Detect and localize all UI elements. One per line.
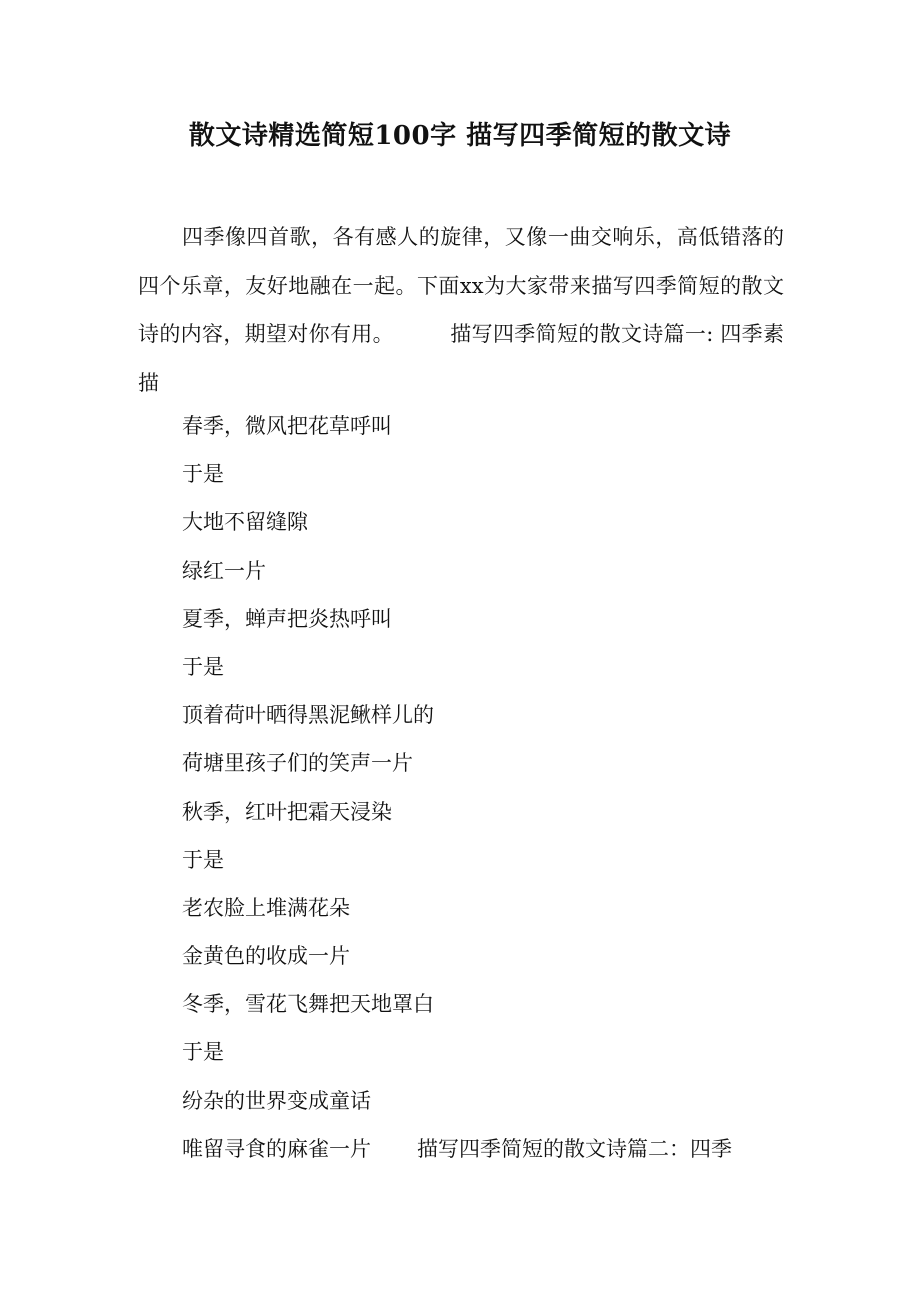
- intro-paragraph: [138, 213, 784, 407]
- poem-line: 冬季，雪花飞舞把天地罩白: [182, 992, 434, 1017]
- poem-line: 大地不留缝隙: [182, 510, 308, 535]
- poem-line: 荷塘里孩子们的笑声一片: [182, 751, 413, 776]
- poem-line: 夏季，蝉声把炎热呼叫: [182, 606, 392, 631]
- poem-line: 于是: [182, 462, 224, 487]
- poem-line: 金黄色的收成一片: [182, 944, 350, 969]
- section-heading-two: 描写四季简短的散文诗篇二：四季: [417, 1136, 732, 1161]
- poem-lines: [182, 402, 802, 1173]
- section-heading-one: 描写四季简短的散文诗篇一: 四季素描: [138, 322, 785, 395]
- page-title: 散文诗精选简短100字 描写四季简短的散文诗: [188, 121, 732, 151]
- poem-line: 于是: [182, 1040, 224, 1065]
- poem-line: 老农脸上堆满花朵: [182, 895, 350, 920]
- poem-line-text: 唯留寻食的麻雀一片: [182, 1136, 371, 1161]
- poem-last-line: [182, 1125, 802, 1173]
- intro-text: 四季像四首歌，各有感人的旋律，又像一曲交响乐，高低错落的四个乐章，友好地融在一起。下面xx为大家带来描写四季简短的散文诗的内容，期望对你有用。: [138, 225, 784, 346]
- poem-line: 秋季，红叶把霜天浸染: [182, 799, 392, 824]
- poem-line: 顶着荷叶晒得黑泥鳅样儿的: [182, 703, 434, 728]
- poem-line: 春季，微风把花草呼叫: [182, 414, 392, 438]
- poem-line: 绿红一片: [182, 558, 266, 583]
- poem-line: 纷杂的世界变成童话: [182, 1088, 371, 1113]
- poem-line: 于是: [182, 847, 224, 872]
- poem-line: 于是: [182, 654, 224, 679]
